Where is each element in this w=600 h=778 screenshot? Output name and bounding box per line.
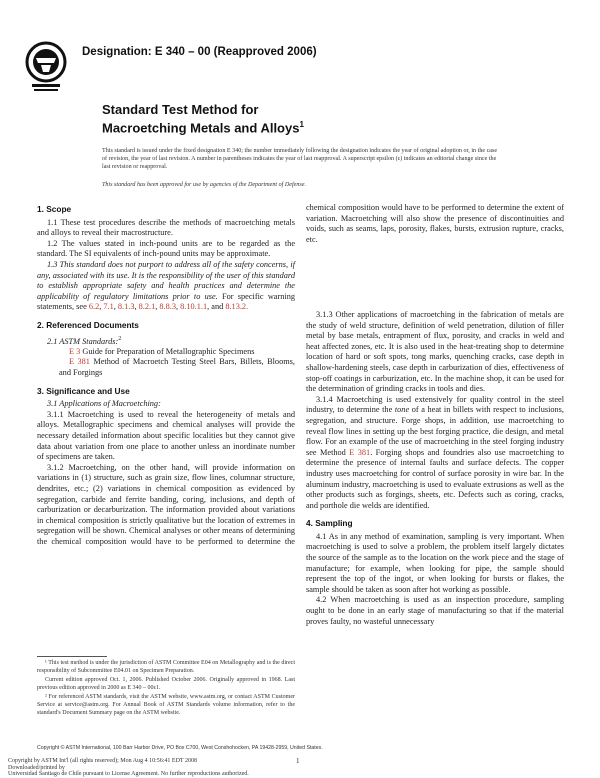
ref-link[interactable]: 8.8.3 bbox=[159, 302, 176, 312]
right-column bbox=[306, 204, 564, 627]
ref-link[interactable]: 8.2.1 bbox=[138, 302, 156, 312]
footnote-rule bbox=[37, 656, 107, 657]
section-heading-sampling: 4. Sampling bbox=[306, 518, 353, 529]
copyright-line: Copyright © ASTM International, 100 Barr Harbor Drive, PO Box C700, West Conshohocken, PA 19428-2959, United States. bbox=[37, 745, 323, 751]
page-number: 1 bbox=[296, 757, 300, 765]
section-heading-significance: 3. Significance and Use bbox=[37, 385, 130, 396]
ref-link[interactable]: 6.2 bbox=[88, 302, 100, 312]
left-column bbox=[37, 204, 295, 549]
issuance-note: This standard is issued under the fixed designation E 340; the number immediately following the designation indicates the year of original adoption or, in the case of revision, the year of last revision. A number in parentheses indicates the year of last reapproval. A superscript epsilon (ε) indicates an editorial change since the last revision or reapproval. bbox=[102, 148, 498, 170]
ref-link[interactable]: 7.1 bbox=[103, 302, 114, 312]
paragraph-1-1: 1.1 These test procedures describe the methods of macroetching metals and alloys to reveal their macrostructure. bbox=[37, 217, 295, 238]
paragraph-3-1-1: 3.1.1 Macroetching is used to reveal the heterogeneity of metals and alloys. Metallographic specimens and chemical analyses will provide the necessary detailed information about specific localities but they cannot give data about variation from one place to another unless an inordinate number of specimens are taken. bbox=[37, 409, 295, 462]
paragraph-1-3: 1.3 This standard does not purport to address all of the safety concerns, if any, associated with its use. It is the responsibility of the user of this standard to establish appropriate safety and health practices and determine the applicability of regulatory limitations prior to use. For specific warning statements, see 6.2, 7.1, 8.1.3, 8.2.1, 8.8.3, 8.10.1.1, and 8.13.2. bbox=[37, 259, 296, 312]
astm-standards-sub: 2.1 ASTM Standards:$^2$ bbox=[47, 335, 122, 346]
paragraph-3-1-2-cont: chemical composition would have to be performed to determine the extent of variation. Macroetching will also show the presence of discontinuities and voids, such as seams, laps, porosity, flakes, bursts, extrusion rupture, cracks, etc. bbox=[306, 204, 564, 244]
title-line-1: Standard Test Method for bbox=[102, 102, 259, 117]
paragraph-1-2: 1.2 The values stated in inch-pound units are to be regarded as the standard. The SI equivalents of inch-pound units may be approximate. bbox=[37, 238, 295, 259]
footnotes bbox=[37, 656, 295, 719]
paragraph-3-1-4: 3.1.4 Macroetching is used extensively for quality control in the steel industry, to determine the tone of a heat in billets with respect to inclusions, segregation, and structure. Forge shops, in addition, use macroetching to reveal flow lines in setting up the best forging practice, die design, and metal flow. For an example of the use of macroetching in the steel forging industry see Method E 381. Forging shops and foundries also use macroetching to determine the presence of internal faults and surface defects. The copper industry uses macroetching for control of surface porosity in wire bar. In the aluminum industry, macroetching is used to evaluate extrusions as well as the other products such as forgings, sheets, etc. Defects such as coring, cracks, and porthole die welds are identified. bbox=[306, 394, 564, 510]
astm-logo bbox=[22, 38, 74, 94]
ref-link-e3[interactable]: E 3 bbox=[69, 346, 81, 356]
ref-link[interactable]: 8.13.2. bbox=[225, 302, 249, 312]
paragraph-4-2: 4.2 When macroetching is used as an inspection procedure, sampling ought to be done in an early stage of manufacturing so that if the material proves faulty, no wasteful unnecessary bbox=[306, 595, 564, 626]
ref-link-e381-inline[interactable]: E 381 bbox=[349, 447, 371, 457]
paragraph-3-1-3: 3.1.3 Other applications of macroetching in the fabrication of metals are the study of weld structure, definition of weld penetration, dilution of filler metal by base metals, entrapment of flux, porosity, and cracks in weld and heat affected zones, etc. It is also used in the heat-treating shop to determine location of hard or soft spots, tong marks, quenching cracks, case depth in shallow-hardening steels, case depth in carburization of dies, effectiveness of stop-off coatings in carburization, etc. In the machine shop, it can be used for the determination of grinding cracks in tools and dies. bbox=[306, 310, 564, 394]
footnote-1: ¹ This test method is under the jurisdiction of ASTM Committee E04 on Metallography and is the direct responsibility of Subcommittee E04.01 on Specimen Preparation. bbox=[37, 660, 295, 674]
ref-link[interactable]: 8.10.1.1 bbox=[180, 302, 208, 312]
section-heading-scope: 1. Scope bbox=[37, 204, 72, 214]
paragraph-3-1: 3.1 Applications of Macroetching: bbox=[47, 399, 161, 409]
ref-link-e381[interactable]: E 381 bbox=[69, 357, 90, 367]
paragraph-4-1: 4.1 As in any method of examination, sampling is very important. When macroetching is used to solve a problem, the problem itself largely dictates the source of the sample as to the location on the work piece and the stage of manufacture; for example, when looking for pipe, the sample should represent the top of the ingot, or when looking for bursts or flakes, the sample should be taken as soon after hot working as possible. bbox=[306, 531, 564, 594]
astm-international-logo-icon bbox=[22, 38, 74, 94]
download-notice: Copyright by ASTM Int'l (all rights reserved); Mon Aug 4 10:56:41 EDT 2008 Downloaded/printed by Universidad Santiago de Chile pursuant to License Agreement. No further reproductions authorized. bbox=[8, 758, 249, 778]
ref-link[interactable]: 8.1.3 bbox=[117, 302, 135, 312]
referenced-item: E 381 Method of Macroetch Testing Steel Bars, Billets, Blooms, and Forgings bbox=[59, 357, 295, 378]
section-heading-referenced: 2. Referenced Documents bbox=[37, 319, 139, 330]
dod-approval-note: This standard has been approved for use by agencies of the Department of Defense. bbox=[102, 182, 306, 188]
footnote-2: ² For referenced ASTM standards, visit the ASTM website, www.astm.org, or contact ASTM Customer Service at service@astm.org. For Annual Book of ASTM Standards volume information, refer to the standard's Document Summary page on the ASTM website. bbox=[37, 694, 295, 716]
designation: Designation: E 340 – 00 (Reapproved 2006) bbox=[82, 46, 317, 58]
document-title bbox=[102, 102, 304, 135]
title-line-2: Macroetching Metals and Alloys$^1$ bbox=[102, 120, 304, 136]
referenced-item: E 3 Guide for Preparation of Metallographic Specimens bbox=[69, 346, 255, 356]
footnote-1-edition: Current edition approved Oct. 1, 2006. Published October 2006. Originally approved in 1968. Last previous edition approved in 2000 as E 340 – 00ε1. bbox=[37, 677, 295, 691]
paragraph-3-1-2: 3.1.2 Macroetching, on the other hand, will provide information on variations in (1) structure, such as grain size, flow lines, columnar structure, dendrites, etc.; (2) variations in chemical composition as evidenced by segregation, carbide and ferrite banding, coring, inclusions, and depth of carburization or decarburization. The information provided about variations in chemical composition is strictly qualitative but the location of extremes in segregation will be shown. Chemical analyses or other means of determining the chemical composition would have to be performed to determine the bbox=[37, 462, 295, 546]
